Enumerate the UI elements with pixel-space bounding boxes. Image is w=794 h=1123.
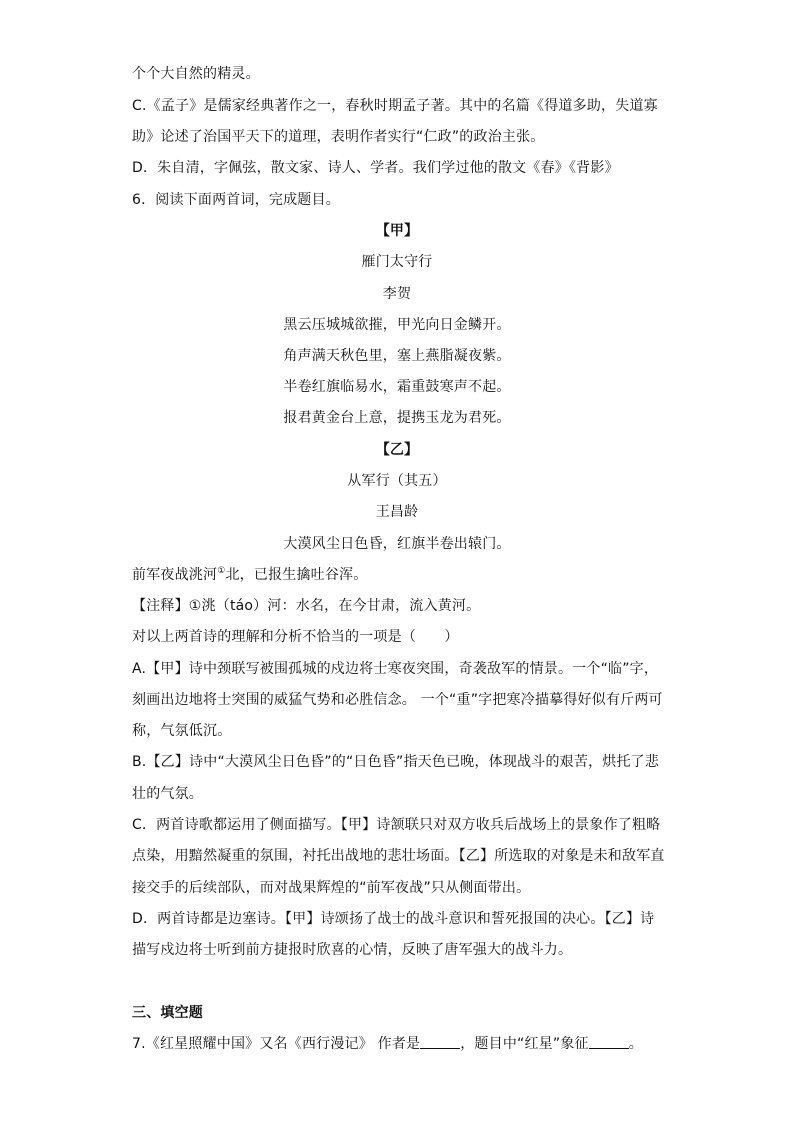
poem-b-author: 王昌龄 xyxy=(375,504,419,520)
option-a-line: A.【甲】诗中颈联写被围孤城的戍边将士寒夜突围，奇袭敌军的情景。一个“临”字， xyxy=(132,661,659,677)
q5-option-c-line2: 助》论述了治国平天下的道理，表明作者实行“仁政”的政治主张。 xyxy=(132,129,545,145)
q5-option-c-line1: C.《孟子》是儒家经典著作之一，春秋时期孟子著。其中的名篇《得道多助，失道寡 xyxy=(132,98,658,114)
q5-option-d: D．朱自清，字佩弦，散文家、诗人、学者。我们学过他的散文《春》《背影》 xyxy=(132,160,619,176)
option-b-line: 壮的气氛。 xyxy=(132,786,203,802)
option-a-line: 刻画出边地将士突围的威猛气势和必胜信念。 一个“重”字把寒冷描摹得好似有斤两可 xyxy=(132,692,663,708)
poem-b-line2-post: 北，已报生擒吐谷浑。 xyxy=(225,567,368,583)
poem-b-title: 从军行（其五） xyxy=(347,473,447,489)
poem-b-line2 xyxy=(132,565,367,585)
poem-a-line: 半卷红旗临易水，霜重鼓寒声不起。 xyxy=(283,379,511,395)
answer-blank-symbol[interactable] xyxy=(589,1034,629,1049)
poem-a-title: 雁门太守行 xyxy=(361,254,433,270)
annotation-note: 【注释】①洮（táo）河：水名，在今甘肃，流入黄河。 xyxy=(132,598,481,614)
poem-a-line: 报君黄金台上意，提携玉龙为君死。 xyxy=(283,410,511,426)
option-a-line: 称，气氛低沉。 xyxy=(132,723,232,739)
poem-a-line: 角声满天秋色里，塞上燕脂凝夜紫。 xyxy=(283,348,511,364)
option-c-line: 接交手的后续部队，而对战果辉煌的“前军夜战”只从侧面带出。 xyxy=(132,880,531,896)
footnote-marker: ① xyxy=(217,566,226,576)
option-c-prev-tail: 个个大自然的精灵。 xyxy=(132,66,260,82)
q7-text-1: 7.《红星照耀中国》又名《西行漫记》 作者是 xyxy=(132,1036,421,1052)
poem-b-line1: 大漠风尘日色昏，红旗半卷出辕门。 xyxy=(283,536,511,552)
option-d-line: D．两首诗都是边塞诗。【甲】诗颂扬了战士的战斗意识和誓死报国的决心。【乙】诗 xyxy=(132,911,655,927)
poem-a-line: 黑云压城城欲摧，甲光向日金鳞开。 xyxy=(283,317,511,333)
option-b-line: B.【乙】诗中“大漠风尘日色昏”的“日色昏”指天色已晚，体现战斗的艰苦，烘托了悲 xyxy=(132,754,660,770)
section-heading: 三、填空题 xyxy=(132,1005,203,1021)
option-d-line: 描写戍边将士听到前方捷报时欣喜的心情，反映了唐军强大的战斗力。 xyxy=(132,942,573,958)
option-c-line: 点染，用黯然凝重的氛围，衬托出战地的悲壮场面。【乙】所选取的对象是未和敌军直 xyxy=(132,848,665,864)
poem-a-tag: 【甲】 xyxy=(375,223,419,239)
q7-text-3: 。 xyxy=(628,1036,643,1052)
poem-a-author: 李贺 xyxy=(382,286,412,302)
option-c-line: C．两首诗歌都运用了侧面描写。【甲】诗颔联只对双方收兵后战场上的景象作了粗略 xyxy=(132,817,661,833)
q6-stem: 6．阅读下面两首词，完成题目。 xyxy=(132,192,340,208)
poem-b-line2-pre: 前军夜战洮河 xyxy=(132,567,218,583)
answer-blank-author[interactable] xyxy=(420,1034,460,1049)
q7-text-2: ，题目中“红星”象征 xyxy=(460,1036,589,1052)
q6-question: 对以上两首诗的理解和分析不恰当的一项是（ ） xyxy=(132,629,459,645)
q7-line xyxy=(132,1034,643,1054)
poem-b-tag: 【乙】 xyxy=(375,442,419,458)
